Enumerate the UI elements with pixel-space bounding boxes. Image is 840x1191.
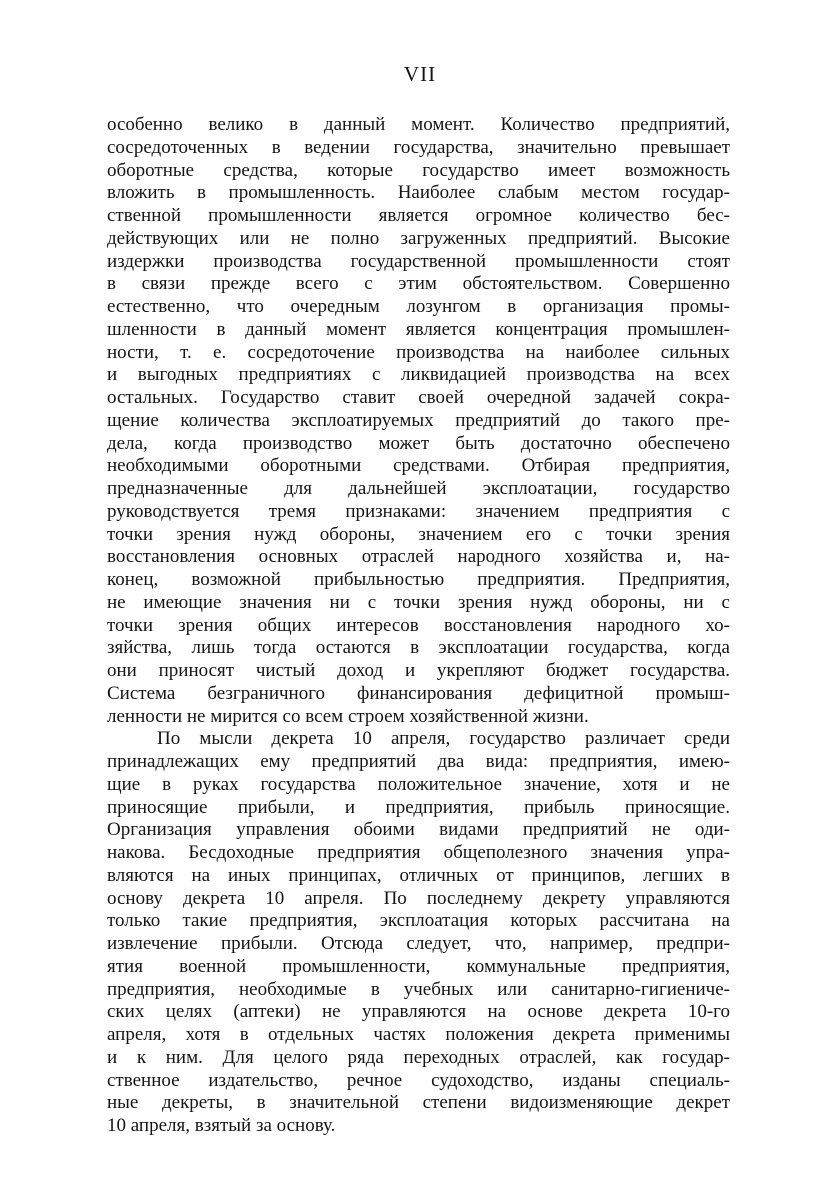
text-line: руководствуется тремя признаками: значением предприятия с	[107, 500, 730, 522]
text-line: Организация управления обоими видами предприятий не оди-	[107, 819, 730, 841]
text-line: остальных. Государство ставит своей очередной задачей сокра-	[107, 387, 730, 408]
text-line: предназначенные для дальнейшей эксплоатации, государство	[107, 478, 730, 499]
text-line: они приносят чистый доход и укрепляют бюджет государства.	[107, 660, 730, 681]
text-line: зяйства, лишь тогда остаются в эксплоатации государства, когда	[107, 637, 730, 659]
text-line: в связи прежде всего с этим обстоятельством. Совершенно	[107, 273, 730, 295]
text-line: ятия военной промышленности, коммунальные предприятия,	[107, 955, 730, 977]
text-line: восстановления основных отраслей народного хозяйства и, на-	[107, 546, 730, 568]
text-line: ные декреты, в значительной степени видоизменяющие декрет	[107, 1092, 730, 1114]
text-line: ственное издательство, речное судоходство, изданы специаль-	[107, 1069, 730, 1091]
paragraph	[107, 114, 730, 728]
text-line: 10 апреля, взятый за основу.	[107, 1115, 336, 1136]
text-line: извлечение прибыли. Отсюда следует, что, например, предпри-	[107, 933, 730, 954]
text-line: основу декрета 10 апреля. По последнему декрету управляются	[107, 887, 730, 909]
text-line: издержки производства государственной промышленности стоят	[107, 250, 730, 272]
text-line: действующих или не полно загруженных предприятий. Высокие	[107, 227, 730, 249]
text-line: приносящие прибыли, и предприятия, прибыль приносящие.	[107, 796, 730, 818]
text-line: вляются на иных принципах, отличных от принципов, легших в	[107, 864, 730, 886]
text-line: Система безграничного финансирования дефицитной промыш-	[107, 682, 730, 704]
text-line: дела, когда производство может быть достаточно обеспечено	[107, 432, 730, 454]
text-line: шленности в данный момент является концентрация промышлен-	[107, 318, 730, 340]
text-line: только такие предприятия, эксплоатация которых рассчитана на	[107, 910, 730, 932]
text-line: предприятия, необходимые в учебных или санитарно-гигиениче-	[107, 978, 730, 1000]
text-line: щие в руках государства положительное значение, хотя и не	[107, 773, 730, 795]
paragraph	[107, 728, 730, 1138]
text-line: точки зрения нужд обороны, значением его с точки зрения	[107, 523, 730, 545]
text-line: ских целях (аптеки) не управляются на основе декрета 10-го	[107, 1001, 730, 1023]
text-line: щение количества эксплоатируемых предприятий до такого пре-	[107, 409, 730, 431]
text-line: особенно велико в данный момент. Количество предприятий,	[107, 114, 730, 135]
text-line: необходимыми оборотными средствами. Отбирая предприятия,	[107, 455, 730, 477]
text-line: сосредоточенных в ведении государства, значительно превышает	[107, 136, 730, 158]
text-line: По мысли декрета 10 апреля, государство различает среди	[157, 728, 730, 750]
text-line: естественно, что очередным лозунгом в организация промы-	[107, 296, 730, 317]
text-line: принадлежащих ему предприятий два вида: предприятия, имею-	[107, 751, 730, 772]
text-line: оборотные средства, которые государство имеет возможность	[107, 159, 730, 181]
text-line: апреля, хотя в отдельных частях положения декрета применимы	[107, 1024, 730, 1045]
text-line: ленности не мирится со всем строем хозяйственной жизни.	[107, 705, 589, 727]
text-line: накова. Бесдоходные предприятия общеполезного значения упра-	[107, 842, 730, 863]
text-line: вложить в промышленность. Наиболее слабым местом государ-	[107, 182, 730, 204]
text-body	[107, 114, 730, 1138]
page-number: VII	[403, 62, 437, 86]
text-line: ственной промышленности является огромное количество бес-	[107, 205, 730, 226]
text-line: ности, т. е. сосредоточение производства на наиболее сильных	[107, 341, 730, 363]
text-line: не имеющие значения ни с точки зрения нужд обороны, ни с	[107, 591, 730, 613]
text-line: и выгодных предприятиях с ликвидацией производства на всех	[107, 364, 730, 386]
text-line: и к ним. Для целого ряда переходных отраслей, как государ-	[107, 1046, 730, 1068]
text-line: конец, возможной прибыльностью предприятия. Предприятия,	[107, 569, 730, 590]
text-line: точки зрения общих интересов восстановления народного хо-	[107, 614, 730, 636]
